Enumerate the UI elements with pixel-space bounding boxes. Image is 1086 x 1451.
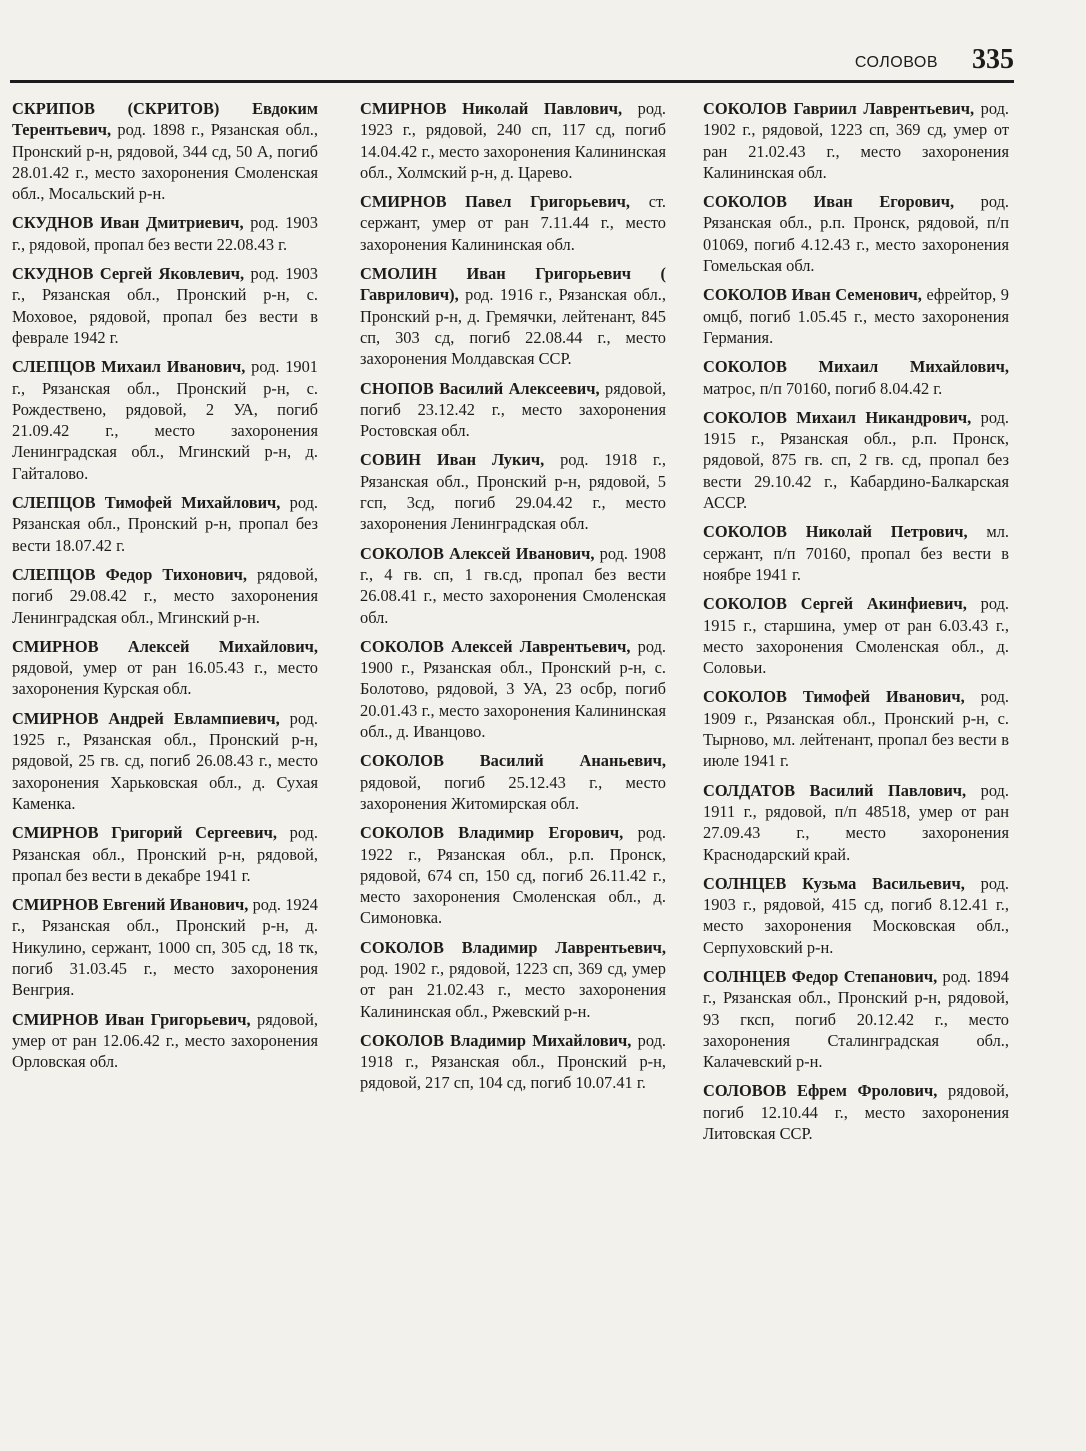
record-details: род. 1923 г., рядовой, 240 сп, 117 сд, погиб 14.04.42 г., место захоронения Калининская обл., Холмский р-н, д. Царево. [360,99,666,182]
record-details: рядовой, погиб 29.08.42 г., место захоронения Ленинградская обл., Мгинский р-н. [12,564,318,627]
header-rule [10,80,1014,83]
record-name: СМИРНОВ Андрей Евлампиевич, [12,708,280,728]
record-name: СОЛНЦЕВ Кузьма Васильевич, [703,873,965,893]
record-entry [12,356,318,484]
record-details: рядовой, погиб 23.12.42 г., место захоронения Ростовская обл. [360,378,666,441]
record-entry [12,822,318,886]
record-details: род. 1903 г., рядовой, пропал без вести 22.08.43 г. [12,213,318,254]
record-name: СЛЕПЦОВ Федор Тихонович, [12,564,247,584]
text-column-3 [703,98,1009,1152]
record-entry [12,263,318,348]
record-entry [360,263,666,369]
record-entry [703,356,1009,399]
record-details: ефрейтор, 9 омцб, погиб 1.05.45 г., место захоронения Германия. [703,285,1009,347]
record-name: СЛЕПЦОВ Тимофей Михайлович, [12,493,281,513]
record-details: ст. сержант, умер от ран 7.11.44 г., место захоронения Калининская обл. [360,192,666,254]
record-details: род. 1911 г., рядовой, п/п 48518, умер от ран 27.09.43 г., место захоронения Краснодарский край. [703,780,1009,864]
record-entry [360,191,666,255]
record-name: СОКОЛОВ Владимир Лаврентьевич, [360,937,666,957]
record-details: род. Рязанская обл., Пронский р-н, пропал без вести 18.07.42 г. [12,493,319,555]
record-entry [12,1009,318,1073]
record-name: СМИРНОВ Иван Григорьевич, [12,1009,251,1029]
record-details: род. 1900 г., Рязанская обл., Пронский р-н, с. Болотово, рядовой, 3 УА, 23 осбр, погиб 20.01.43 г., место захоронения Калининская обл., д. Иванцово. [360,636,666,742]
record-details: род. 1902 г., рядовой, 1223 сп, 369 сд, умер от ран 21.02.43 г., место захоронения Калининская обл. [703,99,1009,182]
record-details: род. 1894 г., Рязанская обл., Пронский р-н, рядовой, 93 гксп, погиб 20.12.42 г., место захоронения Сталинградская обл., Калачевский р-н. [703,966,1009,1072]
record-name: СМИРНОВ Павел Григорьевич, [360,192,631,212]
record-details: род. Рязанская обл., р.п. Пронск, рядовой, п/п 01069, погиб 4.12.43 г., место захоронения Гомельская обл. [703,192,1010,276]
record-entry [360,449,666,534]
record-name: СОКОЛОВ Иван Егорович, [703,192,955,212]
record-details: род. 1898 г., Рязанская обл., Пронский р-н, рядовой, 344 сд, 50 А, погиб 28.01.42 г., место захоронения Смоленская обл., Мосальский р-н. [12,120,318,204]
record-name: СМИРНОВ Алексей Михайлович, [12,636,318,656]
record-details: рядовой, умер от ран 16.05.43 г., место захоронения Курская обл. [12,658,318,699]
record-entry [703,686,1009,771]
record-name: СОКОЛОВ Тимофей Иванович, [703,687,965,707]
record-name: СОКОЛОВ Иван Семенович, [703,285,922,305]
record-entry [12,564,318,628]
record-details: род. 1915 г., Рязанская обл., р.п. Пронск, рядовой, 875 гв. сп, 2 гв. сд, пропал без вести 29.10.42 г., Кабардино-Балкарская АССР. [703,407,1010,513]
record-entry [360,543,666,628]
record-entry [360,822,666,928]
record-details: род. 1916 г., Рязанская обл., Пронский р-н, д. Гремячки, лейтенант, 845 сп, 303 сд, погиб 22.08.44 г., место захоронения Молдавская ССР. [360,285,666,369]
record-entry [12,636,318,700]
text-column-1 [12,98,318,1080]
record-entry [703,1080,1009,1144]
record-details: род. 1903 г., рядовой, 415 сд, погиб 8.12.41 г., место захоронения Московская обл., Серпуховский р-н. [703,873,1009,957]
record-name: СОКОЛОВ Гавриил Лаврентьевич, [703,99,975,118]
record-name: СОКОЛОВ Михаил Никандрович, [703,407,972,427]
running-header-title: СОЛОВОВ [854,54,938,71]
record-name: СОКОЛОВ Владимир Егорович, [360,823,624,843]
record-name: СНОПОВ Василий Алексеевич, [360,378,600,398]
record-details: род. 1902 г., рядовой, 1223 сп, 369 сд, умер от ран 21.02.43 г., место захоронения Калининская обл., Ржевский р-н. [360,958,666,1021]
record-details: матрос, п/п 70160, погиб 8.04.42 г. [703,378,943,398]
record-entry [360,378,666,442]
record-details: род. 1922 г., Рязанская обл., р.п. Пронск, рядовой, 674 сп, 150 сд, погиб 26.11.42 г., место захоронения Смоленская обл., д. Симоновка. [360,823,666,928]
record-name: СМОЛИН Иван Григорьевич ( Гаврилович), [360,264,666,305]
record-entry [360,1030,666,1094]
record-name: СОКОЛОВ Михаил Михайлович, [703,357,1009,377]
record-details: род. 1918 г., Рязанская обл., Пронский р-н, рядовой, 5 гсп, 3сд, погиб 29.04.42 г., место захоронения Ленинградская обл. [360,450,667,534]
record-name: СОКОЛОВ Алексей Иванович, [360,543,595,563]
record-entry [703,284,1009,348]
record-details: рядовой, погиб 25.12.43 г., место захоронения Житомирская обл. [360,772,666,813]
record-entry [703,873,1009,958]
record-name: СЛЕПЦОВ Михаил Иванович, [12,357,246,377]
record-name: СОКОЛОВ Сергей Акинфиевич, [703,594,967,614]
record-entry [703,521,1009,585]
text-column-2 [360,98,666,1102]
record-name: СОВИН Иван Лукич, [360,450,545,470]
record-name: СКУДНОВ Сергей Яковлевич, [12,264,245,284]
record-name: СОКОЛОВ Алексей Лаврентьевич, [360,636,631,656]
record-details: род. 1903 г., Рязанская обл., Пронский р-н, с. Моховое, рядовой, пропал без вести в феврале 1942 г. [12,264,318,347]
record-entry [360,937,666,1022]
record-details: род. Рязанская обл., Пронский р-н, рядовой, пропал без вести в декабре 1941 г. [12,823,318,885]
record-entry [12,708,318,814]
record-details: род. 1908 г., 4 гв. сп, 1 гв.сд, пропал без вести 26.08.41 г., место захоронения Смоленская обл. [360,543,666,627]
record-name: СМИРНОВ Григорий Сергеевич, [12,823,277,843]
record-name: СКУДНОВ Иван Дмитриевич, [12,213,244,233]
record-details: род. 1918 г., Рязанская обл., Пронский р-н, рядовой, 217 сп, 104 сд, погиб 10.07.41 г. [360,1030,666,1093]
record-details: род. 1915 г., старшина, умер от ран 6.03.43 г., место захоронения Смоленская обл., д. Соловьи. [703,594,1010,678]
record-entry [703,966,1009,1072]
record-details: род. 1924 г., Рязанская обл., Пронский р-н, д. Никулино, сержант, 1000 сп, 305 сд, 18 тк, погиб 31.03.45 г., место захоронения Венгрия. [12,895,318,1000]
record-name: СМИРНОВ Николай Павлович, [360,99,623,118]
record-entry [703,593,1009,678]
record-entry [12,492,318,556]
record-name: СОКОЛОВ Николай Петрович, [703,522,968,542]
record-name: СОКОЛОВ Владимир Михайлович, [360,1030,632,1050]
record-entry [703,780,1009,865]
record-name: СОЛНЦЕВ Федор Степанович, [703,966,938,986]
record-details: род. 1901 г., Рязанская обл., Пронский р-н, с. Рождествено, рядовой, 2 УА, погиб 21.09.42 г., место захоронения Ленинградская обл., Мгинский р-н, д. Гайталово. [12,357,318,483]
record-entry [360,98,666,183]
record-entry [12,98,318,204]
record-entry [12,212,318,255]
record-name: СОКОЛОВ Василий Ананьевич, [360,751,666,771]
record-details: род. 1925 г., Рязанская обл., Пронский р-н, рядовой, 25 гв. сд, погиб 26.08.43 г., место захоронения Харьковская обл., д. Сухая Каменка. [12,708,318,813]
record-name: СОЛОВОВ Ефрем Фролович, [703,1081,938,1101]
record-details: рядовой, погиб 12.10.44 г., место захоронения Литовская ССР. [703,1081,1009,1144]
record-name: СМИРНОВ Евгений Иванович, [12,895,249,915]
record-details: род. 1909 г., Рязанская обл., Пронский р-н, с. Тырново, мл. лейтенант, пропал без вести в июле 1941 г. [703,687,1009,771]
record-entry [703,98,1009,183]
page-header [10,44,1014,78]
record-entry [360,750,666,814]
record-name: СКРИПОВ (СКРИТОВ) Евдоким Терентьевич, [12,99,318,140]
record-entry [703,191,1009,276]
record-details: мл. сержант, п/п 70160, пропал без вести в ноябре 1941 г. [703,522,1009,584]
record-entry [360,636,666,742]
record-details: рядовой, умер от ран 12.06.42 г., место захоронения Орловская обл. [12,1009,318,1072]
page-number: 335 [972,44,1014,75]
record-entry [12,894,318,1000]
record-entry [703,407,1009,513]
record-name: СОЛДАТОВ Василий Павлович, [703,780,967,800]
